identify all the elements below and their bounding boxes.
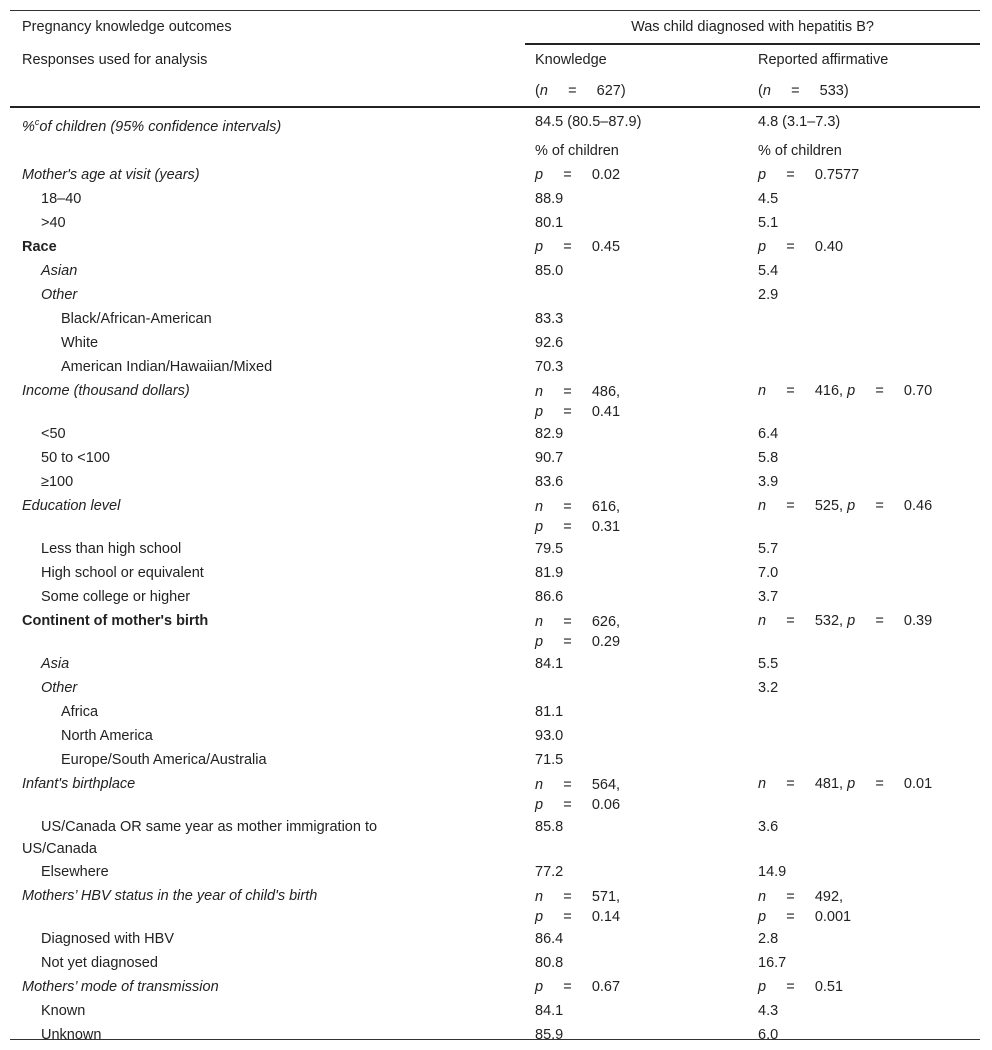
stat-knowledge: p = 0.02 bbox=[535, 166, 621, 183]
row-label: North America bbox=[61, 727, 153, 744]
group-rule bbox=[525, 43, 980, 45]
row-label: Europe/South America/Australia bbox=[61, 751, 267, 768]
cell-value: 86.4 bbox=[535, 930, 564, 947]
cell-value bbox=[525, 283, 748, 307]
stat-reported: p = 0.40 bbox=[758, 238, 844, 255]
header-outcomes: Pregnancy knowledge outcomes bbox=[22, 19, 232, 35]
table-row bbox=[10, 772, 980, 815]
row-label: Infant's birthplace bbox=[22, 775, 136, 792]
cell-value: 77.2 bbox=[535, 863, 564, 880]
table-row bbox=[10, 537, 980, 561]
cell-value: 85.0 bbox=[535, 262, 564, 279]
cell-value: 88.9 bbox=[535, 190, 564, 207]
stat-knowledge: n = 626, p = 0.29 bbox=[535, 613, 621, 650]
cell-value: 3.7 bbox=[758, 588, 779, 605]
table-row bbox=[10, 700, 980, 724]
row-label: High school or equivalent bbox=[41, 564, 204, 581]
table-row bbox=[10, 187, 980, 211]
row-label: ≥100 bbox=[41, 473, 74, 490]
stat-knowledge: n = 571, p = 0.14 bbox=[535, 888, 621, 925]
row-label: Some college or higher bbox=[41, 588, 191, 605]
cell-value: 5.7 bbox=[758, 540, 779, 557]
unit-knowledge: % of children bbox=[535, 142, 619, 159]
row-label: 18–40 bbox=[41, 190, 82, 207]
row-label: Other bbox=[41, 286, 78, 303]
row-label: Race bbox=[22, 238, 57, 255]
row-label: Less than high school bbox=[41, 540, 182, 557]
cell-value: 3.2 bbox=[758, 679, 779, 696]
row-label: Africa bbox=[61, 703, 99, 720]
cell-value: 80.1 bbox=[535, 214, 564, 231]
stat-reported: p = 0.7577 bbox=[758, 166, 860, 183]
stat-reported: n = 481, p = 0.01 bbox=[758, 775, 933, 792]
cell-value: 79.5 bbox=[535, 540, 564, 557]
row-label: Diagnosed with HBV bbox=[41, 930, 174, 947]
cell-value: 7.0 bbox=[758, 564, 779, 581]
cell-value: 86.6 bbox=[535, 588, 564, 605]
table-row bbox=[10, 139, 980, 163]
row-label: Other bbox=[41, 679, 78, 696]
cell-value: 81.9 bbox=[535, 564, 564, 581]
table-row bbox=[10, 561, 980, 585]
table-row bbox=[10, 884, 980, 927]
top-rule bbox=[10, 10, 980, 11]
header-knowledge: Knowledge bbox=[535, 52, 607, 68]
cell-value: 80.8 bbox=[535, 954, 564, 971]
cell-value: 81.1 bbox=[535, 703, 564, 720]
table-row bbox=[10, 999, 980, 1023]
table-row bbox=[10, 494, 980, 537]
cell-value: 5.5 bbox=[758, 655, 779, 672]
stat-knowledge: p = 0.67 bbox=[535, 978, 621, 995]
table-row bbox=[10, 422, 980, 446]
row-label: Continent of mother's birth bbox=[22, 612, 209, 629]
table-row bbox=[10, 379, 980, 422]
cell-value: 5.8 bbox=[758, 449, 779, 466]
table-row bbox=[10, 283, 980, 307]
table-row bbox=[10, 860, 980, 884]
table-row bbox=[10, 235, 980, 259]
table-row bbox=[10, 307, 980, 331]
cell-value: 85.8 bbox=[535, 818, 564, 835]
header-reported: Reported affirmative bbox=[758, 52, 889, 68]
stat-reported: n = 416, p = 0.70 bbox=[758, 382, 933, 399]
table-row bbox=[10, 163, 980, 187]
row-label: Asian bbox=[41, 262, 78, 279]
cell-value: 16.7 bbox=[758, 954, 787, 971]
row-label: <50 bbox=[41, 425, 66, 442]
cell-value: 4.5 bbox=[758, 190, 779, 207]
summary-label: %$^c$of children (95% confidence intervals) bbox=[22, 117, 282, 135]
table-row bbox=[10, 470, 980, 494]
cell-value: 2.8 bbox=[758, 930, 779, 947]
summary-knowledge: 84.5 (80.5–87.9) bbox=[535, 114, 642, 130]
header-group: Was child diagnosed with hepatitis B? bbox=[631, 19, 874, 35]
table-row bbox=[10, 355, 980, 379]
header-responses: Responses used for analysis bbox=[22, 52, 208, 68]
row-label: Mothers’ mode of transmission bbox=[22, 978, 219, 995]
stat-knowledge: n = 564, p = 0.06 bbox=[535, 776, 621, 813]
table-row bbox=[10, 446, 980, 470]
table-row bbox=[10, 815, 980, 860]
bottom-rule bbox=[10, 1039, 980, 1040]
table-row bbox=[10, 927, 980, 951]
table-row bbox=[10, 331, 980, 355]
row-label: 50 to <100 bbox=[41, 449, 110, 466]
cell-value: 4.3 bbox=[758, 1002, 779, 1019]
cell-value: 83.6 bbox=[535, 473, 564, 490]
table-row bbox=[10, 110, 980, 139]
stat-knowledge: n = 616, p = 0.31 bbox=[535, 498, 621, 535]
table-row bbox=[10, 724, 980, 748]
row-label: Income (thousand dollars) bbox=[22, 382, 190, 399]
row-label: Known bbox=[41, 1002, 86, 1019]
table-row bbox=[10, 676, 980, 700]
stat-reported: n = 532, p = 0.39 bbox=[758, 612, 933, 629]
unit-reported: % of children bbox=[758, 142, 842, 159]
cell-value: 5.1 bbox=[758, 214, 779, 231]
row-label: US/Canada OR same year as mother immigration to US/Canada bbox=[22, 818, 378, 857]
row-label: Mother's age at visit (years) bbox=[22, 166, 200, 183]
stat-knowledge: p = 0.45 bbox=[535, 238, 621, 255]
row-label: Black/African-American bbox=[61, 310, 212, 327]
stat-reported: n = 525, p = 0.46 bbox=[758, 497, 933, 514]
table-row bbox=[10, 609, 980, 652]
cell-value: 70.3 bbox=[535, 358, 564, 375]
table-row bbox=[10, 585, 980, 609]
table-row bbox=[10, 975, 980, 999]
cell-value: 2.9 bbox=[758, 286, 779, 303]
table-row bbox=[10, 211, 980, 235]
stat-knowledge: n = 486, p = 0.41 bbox=[535, 383, 621, 420]
stat-reported: n = 492, p = 0.001 bbox=[758, 888, 852, 925]
summary-reported: 4.8 (3.1–7.3) bbox=[758, 114, 841, 130]
cell-value: 6.4 bbox=[758, 425, 779, 442]
cell-value bbox=[525, 676, 748, 700]
header-rule bbox=[10, 106, 980, 108]
table-row bbox=[10, 259, 980, 283]
cell-value: 82.9 bbox=[535, 425, 564, 442]
cell-value: 3.6 bbox=[758, 818, 779, 835]
cell-value: 85.9 bbox=[535, 1026, 564, 1043]
cell-value: 92.6 bbox=[535, 334, 564, 351]
cell-value: 83.3 bbox=[535, 310, 564, 327]
table-row bbox=[10, 652, 980, 676]
row-label: >40 bbox=[41, 214, 66, 231]
row-label: Unknown bbox=[41, 1026, 102, 1043]
cell-value: 5.4 bbox=[758, 262, 779, 279]
row-label: Not yet diagnosed bbox=[41, 954, 158, 971]
row-label: Mothers’ HBV status in the year of child's birth bbox=[22, 887, 318, 904]
row-label: Education level bbox=[22, 497, 121, 514]
cell-value: 14.9 bbox=[758, 863, 787, 880]
cell-value: 93.0 bbox=[535, 727, 564, 744]
table-row bbox=[10, 1023, 980, 1047]
row-label: White bbox=[61, 334, 99, 351]
stat-reported: p = 0.51 bbox=[758, 978, 844, 995]
header-knowledge-n: (n = 627) bbox=[535, 83, 626, 99]
table-row bbox=[10, 748, 980, 772]
table-row bbox=[10, 951, 980, 975]
row-label: American Indian/Hawaiian/Mixed bbox=[61, 358, 273, 375]
cell-value: 84.1 bbox=[535, 655, 564, 672]
cell-value: 3.9 bbox=[758, 473, 779, 490]
cell-value: 90.7 bbox=[535, 449, 564, 466]
cell-value: 6.0 bbox=[758, 1026, 779, 1043]
row-label: Asia bbox=[41, 655, 70, 672]
header-reported-n: (n = 533) bbox=[758, 83, 849, 99]
cell-value: 71.5 bbox=[535, 751, 564, 768]
row-label: Elsewhere bbox=[41, 863, 109, 880]
results-table bbox=[10, 110, 980, 1047]
cell-value: 84.1 bbox=[535, 1002, 564, 1019]
